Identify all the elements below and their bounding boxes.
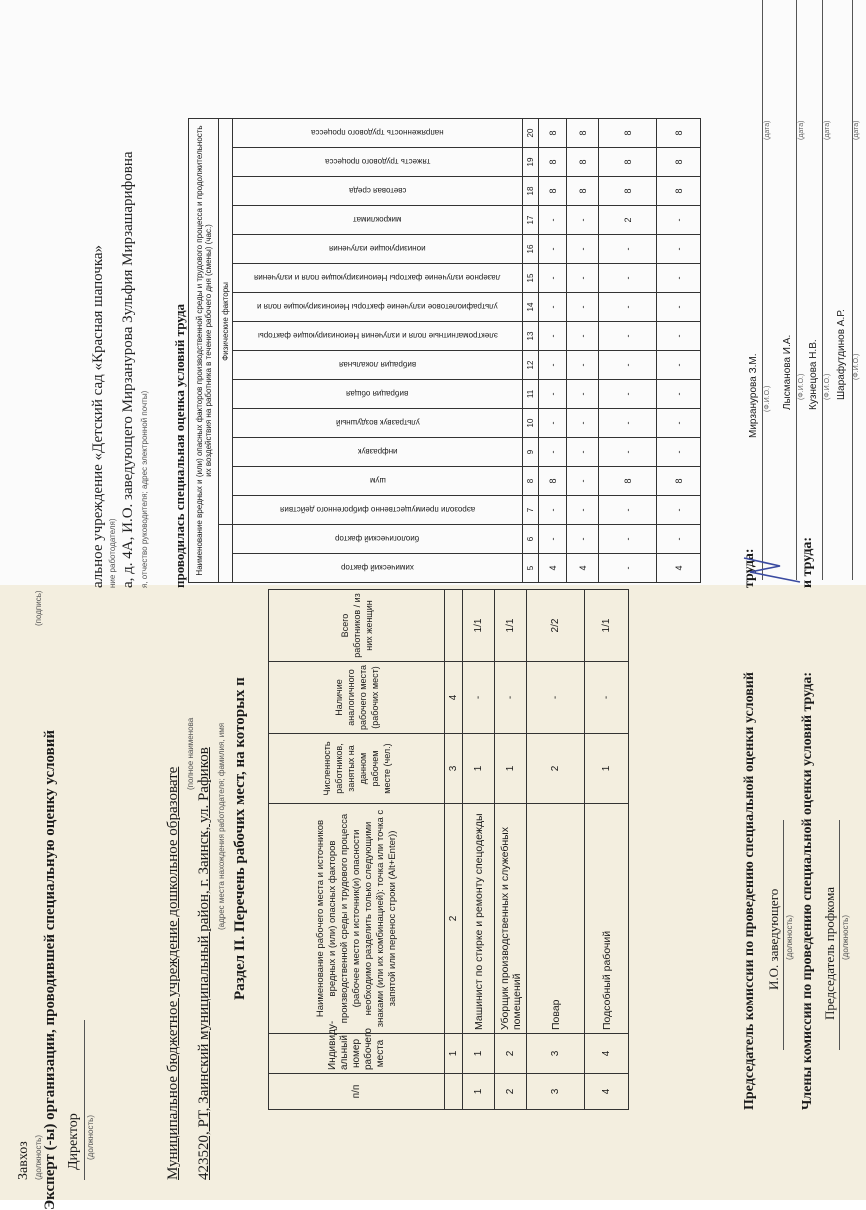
row-workplace-name: Повар <box>527 804 585 1034</box>
signature-fio: (Ф.И.О.) <box>798 373 805 400</box>
factor-value: - <box>539 206 567 235</box>
organization-name-caption: (полное наименова <box>186 717 195 790</box>
factor-value: - <box>567 409 599 438</box>
factor-value: - <box>657 235 701 264</box>
director-caption: (должность) <box>86 1115 95 1160</box>
row-analog: - <box>463 662 495 734</box>
expert-top-position: Завхоз <box>16 1141 31 1180</box>
factor-value: - <box>567 525 599 554</box>
factor-value: - <box>657 438 701 467</box>
factor-value: - <box>657 293 701 322</box>
factor-number: 18 <box>523 177 539 206</box>
factor-data-row <box>539 118 567 582</box>
signature-fio: (Ф.И.О.) <box>853 353 860 380</box>
factor-name: вибрация общая <box>346 389 409 399</box>
factor-value: - <box>539 322 567 351</box>
factor-value: - <box>599 554 657 583</box>
factor-value: 8 <box>657 148 701 177</box>
factor-number: 16 <box>523 235 539 264</box>
section-2-title: Раздел II. Перечень рабочих мест, на которых п <box>232 677 248 1000</box>
factor-value: 4 <box>657 554 701 583</box>
header-analog: Наличие аналогичного рабочего места (рабочих мест) <box>269 662 445 734</box>
factor-value: - <box>599 496 657 525</box>
factor-name: вибрация локальная <box>338 360 417 370</box>
factor-name: тяжесть трудового процесса <box>324 157 431 167</box>
signature-fio: (Ф.И.О.) <box>764 385 771 412</box>
factor-number: 5 <box>523 554 539 583</box>
factor-number: 8 <box>523 467 539 496</box>
factor-number: 6 <box>523 525 539 554</box>
factor-value: - <box>539 496 567 525</box>
chairman-position-line <box>783 820 784 1050</box>
chairman-position: И.О. заведующего <box>766 888 781 990</box>
handwritten-signature-mark <box>740 548 810 588</box>
factor-value: 2 <box>599 206 657 235</box>
factor-number: 9 <box>523 438 539 467</box>
signature-line <box>762 0 763 580</box>
factor-name: шум <box>369 476 386 486</box>
table-row <box>463 590 495 1110</box>
factor-value: - <box>657 380 701 409</box>
row-number: 4 <box>585 1034 629 1074</box>
table-header-row <box>269 590 445 1110</box>
row-workers: 2 <box>527 734 585 804</box>
member-position: Председатель профкома <box>822 887 837 1020</box>
factor-number-row <box>523 118 539 582</box>
factor-name: аэрозоли преимущественно фиброгенного действия <box>279 505 476 515</box>
factor-value: 8 <box>567 148 599 177</box>
factor-name: ультрафиолетовое излучение факторы Неионизирующие поля и <box>257 302 498 312</box>
signature-line <box>852 0 853 580</box>
factor-value: 8 <box>599 467 657 496</box>
factor-number: 10 <box>523 409 539 438</box>
expert-top-position-caption: (должность) <box>34 1135 43 1180</box>
signature-date: (дата) <box>853 120 860 140</box>
factor-value: - <box>657 351 701 380</box>
factor-value: 8 <box>539 467 567 496</box>
factor-data-row <box>599 118 657 582</box>
factor-number: 14 <box>523 293 539 322</box>
factor-number: 19 <box>523 148 539 177</box>
factor-value: - <box>539 293 567 322</box>
row-workplace-name: Подсобный рабочий <box>585 804 629 1034</box>
member-position-caption: (должность) <box>841 915 850 960</box>
factors-table <box>188 118 701 583</box>
factor-names-row <box>233 118 523 582</box>
factor-number: 13 <box>523 322 539 351</box>
factor-value: 8 <box>567 118 599 147</box>
signature-date: (дата) <box>798 120 805 140</box>
row-workers: 1 <box>585 734 629 804</box>
factor-value: - <box>599 264 657 293</box>
row-workplace-name: Уборщик производственных и служебных помещений <box>495 804 527 1034</box>
factor-value: 8 <box>599 177 657 206</box>
trud-label-2: и труда: <box>800 536 815 588</box>
factor-value: - <box>599 235 657 264</box>
factor-name: световая среда <box>348 186 407 196</box>
col-number: 2 <box>445 804 463 1034</box>
chairman-position-caption: (должность) <box>785 915 794 960</box>
factor-value: - <box>539 380 567 409</box>
row-pp: 1 <box>463 1074 495 1110</box>
factor-value: - <box>657 264 701 293</box>
factor-name: электромагнитные поля и излучения Неионизирующие факторы <box>257 331 498 341</box>
factor-name: ионизирующие излучения <box>329 244 426 254</box>
organization-address-caption: (адрес места нахождения работодателя; фамилия, имя <box>217 722 226 930</box>
commission-chairman-heading: Председатель комиссии по проведению специальной оценки условий <box>742 672 757 1110</box>
expert-director: Директор <box>66 1113 81 1170</box>
factor-number: 20 <box>523 118 539 147</box>
workplace-table <box>268 589 629 1110</box>
col-number: 4 <box>445 662 463 734</box>
factor-value: 8 <box>657 177 701 206</box>
factor-value: - <box>567 438 599 467</box>
col-number: 3 <box>445 734 463 804</box>
factor-value: 8 <box>539 177 567 206</box>
table-row <box>585 590 629 1110</box>
factor-data-row <box>657 118 701 582</box>
factor-data-row <box>567 118 599 582</box>
header-individual-number: Индивиду-альный номер рабочего места <box>269 1034 445 1074</box>
factor-number: 11 <box>523 380 539 409</box>
factor-value: 4 <box>539 554 567 583</box>
row-number: 2 <box>495 1034 527 1074</box>
header-total: Всего работников / из них женщин <box>269 590 445 662</box>
factor-value: - <box>567 467 599 496</box>
signature-date: (дата) <box>824 120 831 140</box>
factor-value: - <box>599 293 657 322</box>
member-position-line <box>839 820 840 1050</box>
org-name-caption: ние работодателя) <box>108 518 117 588</box>
factor-value: 8 <box>657 118 701 147</box>
row-total: 1/1 <box>495 590 527 662</box>
signature-name: Мирзанурова З.М. <box>748 353 759 438</box>
row-number: 3 <box>527 1034 585 1074</box>
factor-value: - <box>567 380 599 409</box>
org-name-continued: альное учреждение «Детский сад «Красная шапочка» <box>90 244 106 588</box>
factor-number: 12 <box>523 351 539 380</box>
signature-fio: (Ф.И.О.) <box>824 373 831 400</box>
table-row <box>527 590 585 1110</box>
expert-heading: Эксперт (-ы) организации, проводившей специальную оценку условий <box>42 729 58 1210</box>
factor-value: - <box>599 525 657 554</box>
factor-value: 8 <box>657 467 701 496</box>
factor-value: 8 <box>539 148 567 177</box>
table-row <box>495 590 527 1110</box>
row-number: 1 <box>463 1034 495 1074</box>
row-workplace-name: Машинист по стирке и ремонту спецодежды <box>463 804 495 1034</box>
factor-value: - <box>599 438 657 467</box>
factor-value: 4 <box>567 554 599 583</box>
director-line <box>84 1020 85 1180</box>
factor-value: - <box>657 409 701 438</box>
row-pp: 2 <box>495 1074 527 1110</box>
signature-date: (дата) <box>764 120 771 140</box>
expert-signature-caption: (подпись) <box>34 590 43 626</box>
row-analog: - <box>585 662 629 734</box>
factor-number: 7 <box>523 496 539 525</box>
org-head-caption: я, отчество руководителя; адрес электронной почты) <box>140 390 149 588</box>
signature-name: Шарафутдинов А.Р. <box>836 309 847 400</box>
signature-line <box>796 0 797 580</box>
factor-value: - <box>539 438 567 467</box>
table-number-row <box>445 590 463 1110</box>
signature-line <box>822 0 823 580</box>
row-total: 1/1 <box>585 590 629 662</box>
factor-number: 17 <box>523 206 539 235</box>
factor-value: 8 <box>567 177 599 206</box>
factor-value: - <box>567 496 599 525</box>
row-pp: 4 <box>585 1074 629 1110</box>
section-2-sheet <box>0 588 866 1210</box>
factor-value: - <box>539 264 567 293</box>
factor-value: - <box>539 351 567 380</box>
factor-name: инфразвук <box>357 447 398 457</box>
row-total: 2/2 <box>527 590 585 662</box>
col-number: 1 <box>445 1034 463 1074</box>
factor-value: - <box>599 380 657 409</box>
factor-value: - <box>539 525 567 554</box>
factor-value: - <box>567 235 599 264</box>
factor-value: 8 <box>599 148 657 177</box>
factor-value: - <box>599 351 657 380</box>
factor-name: напряженность трудового процесса <box>311 128 444 138</box>
factor-value: - <box>567 264 599 293</box>
physical-factors-header: Физические факторы <box>219 118 233 524</box>
org-head-line: а, д. 4А, И.О. заведующего Мирзанурова Зульфия Мирзашарифовна <box>120 151 136 588</box>
organization-address: 423520, РТ, Заинский муниципальный район, г. Заинск, ул. Рафиков <box>196 747 212 1180</box>
row-analog: - <box>527 662 585 734</box>
factor-value: - <box>657 206 701 235</box>
row-total: 1/1 <box>463 590 495 662</box>
factor-value: - <box>657 525 701 554</box>
factor-value: - <box>657 322 701 351</box>
factor-value: - <box>539 409 567 438</box>
factor-value: - <box>657 496 701 525</box>
trud-label-1: труда: <box>742 548 757 588</box>
factor-value: - <box>599 322 657 351</box>
signature-name: Лысманова И.А. <box>782 334 793 410</box>
factor-number: 15 <box>523 264 539 293</box>
factor-value: - <box>567 322 599 351</box>
factor-value: 8 <box>599 118 657 147</box>
factor-value: - <box>539 235 567 264</box>
header-pp: п/п <box>269 1074 445 1110</box>
row-pp: 3 <box>527 1074 585 1110</box>
factor-name: лазерное излучение факторы Неионизирующие поля и излучения <box>254 273 501 283</box>
factor-value: 8 <box>539 118 567 147</box>
signature-name: Кузнецова Н.В. <box>808 339 819 410</box>
header-workplace-name: Наименование рабочего места и источников вредных и (или) опасных факторов производственной среды и трудового процесса (рабочее место и источник(и) опасности необходимо разделить только следующими знаками (или их комбинацией): точка или точка с запятой или перенос строки (Alt+Enter)) <box>269 804 445 1034</box>
factor-group-header: Наименование вредных и (или) опасных факторов производственной среды и трудового процесса и продолжительность их воздействия на работника в течение рабочего дня (смены) (час.) <box>189 118 219 582</box>
organization-name: Муниципальное бюджетное учреждение дошкольное образовате <box>165 766 181 1180</box>
commission-members-heading: Члены комиссии по проведению специальной оценки условий труда: <box>800 671 815 1110</box>
row-workers: 1 <box>495 734 527 804</box>
factor-value: - <box>567 351 599 380</box>
factor-name: химический фактор <box>341 563 414 573</box>
factor-value: - <box>599 409 657 438</box>
factor-name: биологический фактор <box>335 534 420 544</box>
section-3-title: проводилась специальная оценка условий труда <box>172 303 187 588</box>
header-workers: Численность работников, занятых на данном рабочем месте (чел.) <box>269 734 445 804</box>
row-analog: - <box>495 662 527 734</box>
factor-name: микроклимат <box>353 215 402 225</box>
factor-name: ультразвук воздушный <box>335 418 420 428</box>
factor-value: - <box>567 206 599 235</box>
row-workers: 1 <box>463 734 495 804</box>
factor-value: - <box>567 293 599 322</box>
factor-group-spacer <box>219 525 233 583</box>
